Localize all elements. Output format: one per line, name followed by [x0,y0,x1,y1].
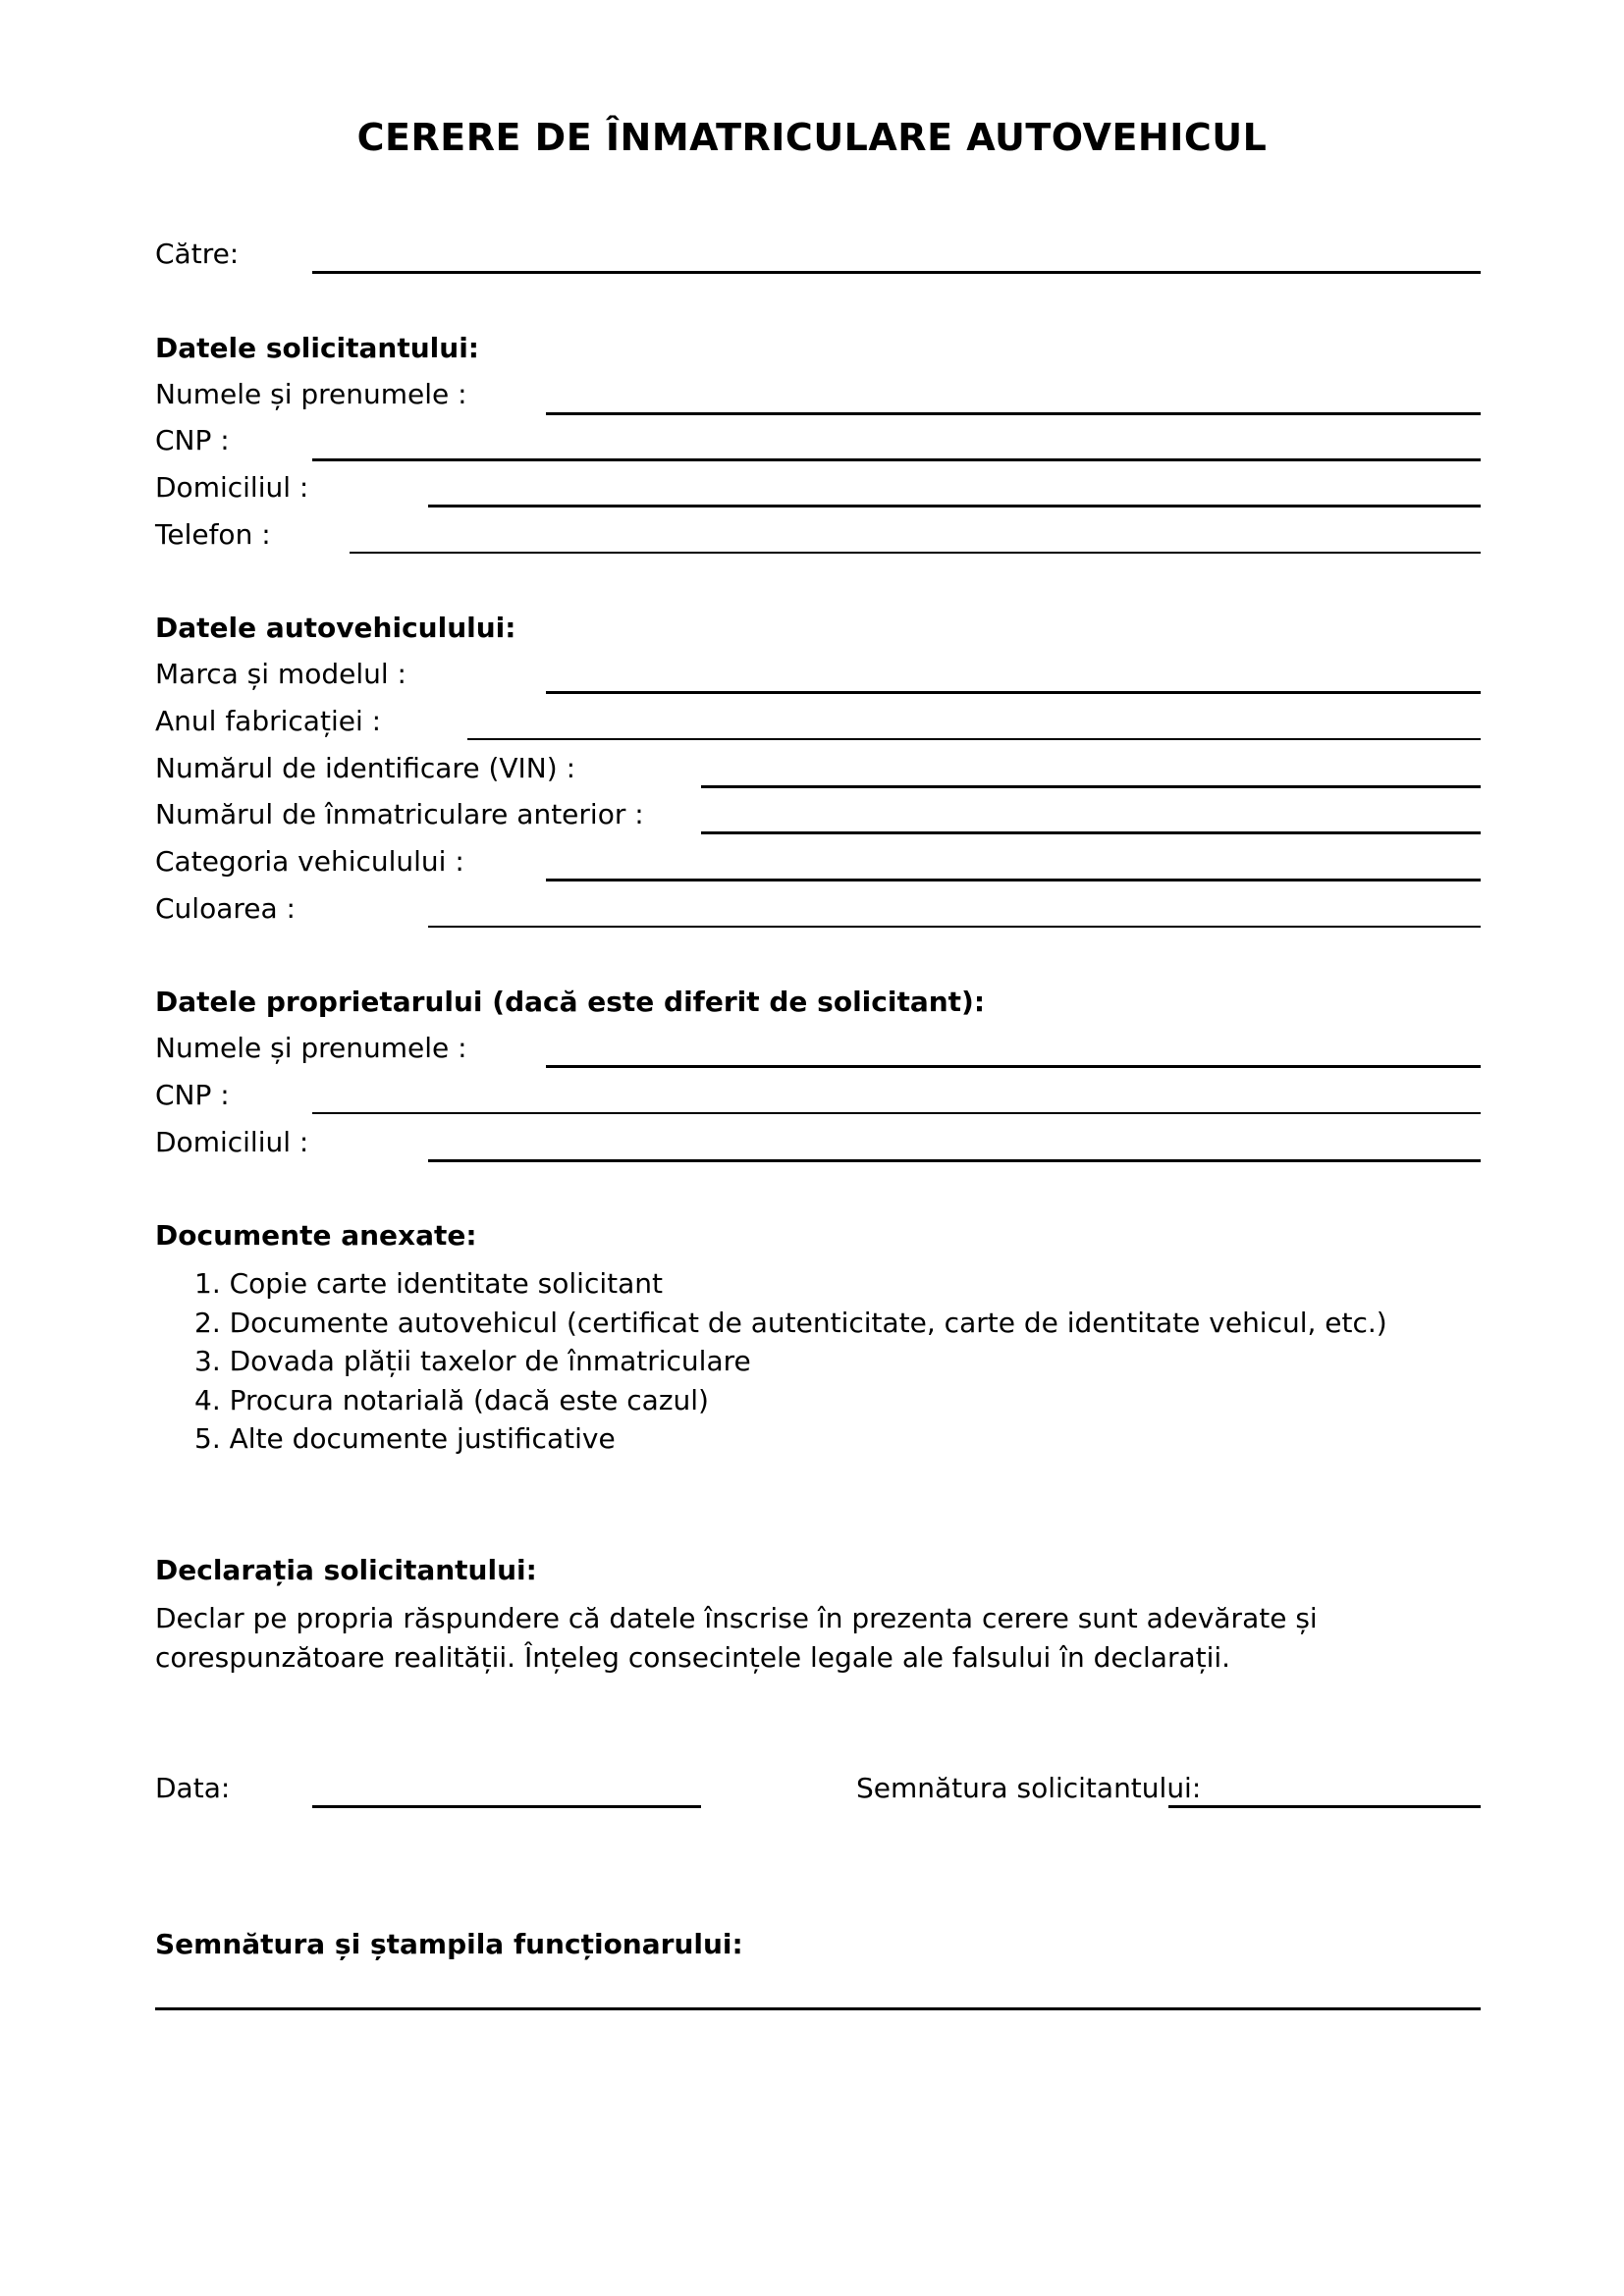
recipient-field[interactable] [312,271,1481,274]
documents-list [194,1264,1387,1459]
applicant-phone-label: Telefon : [155,518,271,551]
vehicle-prev-plate-label: Numărul de înmatriculare anterior : [155,798,644,830]
declaration-line-1: Declar pe propria răspundere că datele înscrise în prezenta cerere sunt adevărate și [155,1602,1318,1634]
owner-cnp-field[interactable] [312,1112,1481,1114]
applicant-cnp-field[interactable] [312,458,1481,461]
page-title: CERERE DE ÎNMATRICULARE AUTOVEHICUL [356,116,1268,159]
applicant-heading: Datele solicitantului: [155,332,479,364]
list-item: 1. Copie carte identitate solicitant [194,1267,663,1300]
date-field[interactable] [312,1805,701,1808]
vehicle-category-label: Categoria vehiculului : [155,845,464,878]
vehicle-heading: Datele autovehiculului: [155,612,516,644]
declaration-text [155,1599,1490,1678]
documents-heading: Documente anexate: [155,1219,477,1252]
list-item: 4. Procura notarială (dacă este cazul) [194,1383,709,1416]
vehicle-year-label: Anul fabricației : [155,705,382,737]
vehicle-make-model-field[interactable] [546,691,1481,694]
list-item: 2. Documente autovehicul (certificat de autenticitate, carte de identitate vehicul, etc.) [194,1306,1387,1339]
applicant-signature-field[interactable] [1168,1805,1481,1808]
owner-address-field[interactable] [428,1159,1481,1162]
applicant-cnp-label: CNP : [155,424,230,456]
vehicle-vin-field[interactable] [701,785,1481,788]
list-item: 3. Dovada plății taxelor de înmatriculare [194,1345,751,1377]
applicant-address-field[interactable] [428,505,1481,507]
applicant-phone-field[interactable] [350,552,1481,554]
declaration-heading: Declarația solicitantului: [155,1554,537,1586]
vehicle-make-model-label: Marca și modelul : [155,658,406,690]
owner-address-label: Domiciliul : [155,1126,309,1158]
date-label: Data: [155,1772,231,1804]
official-signature-label: Semnătura și ștampila funcționarului: [155,1928,743,1960]
owner-name-field[interactable] [546,1065,1481,1068]
vehicle-color-label: Culoarea : [155,892,296,925]
applicant-signature-label: Semnătura solicitantului: [856,1772,1202,1804]
vehicle-color-field[interactable] [428,926,1481,928]
owner-heading: Datele proprietarului (dacă este diferit de solicitant): [155,986,986,1018]
vehicle-prev-plate-field[interactable] [701,831,1481,834]
owner-name-label: Numele și prenumele : [155,1032,467,1064]
vehicle-year-field[interactable] [467,738,1481,740]
vehicle-vin-label: Numărul de identificare (VIN) : [155,752,575,784]
owner-cnp-label: CNP : [155,1079,230,1111]
list-item: 5. Alte documente justificative [194,1422,616,1455]
declaration-line-2: corespunzătoare realității. Înțeleg consecințele legale ale falsului în declarații. [155,1641,1231,1674]
applicant-address-label: Domiciliul : [155,471,309,504]
applicant-name-field[interactable] [546,412,1481,415]
vehicle-category-field[interactable] [546,879,1481,881]
applicant-name-label: Numele și prenumele : [155,378,467,410]
recipient-label: Către: [155,238,240,270]
official-signature-field[interactable] [155,2007,1481,2010]
